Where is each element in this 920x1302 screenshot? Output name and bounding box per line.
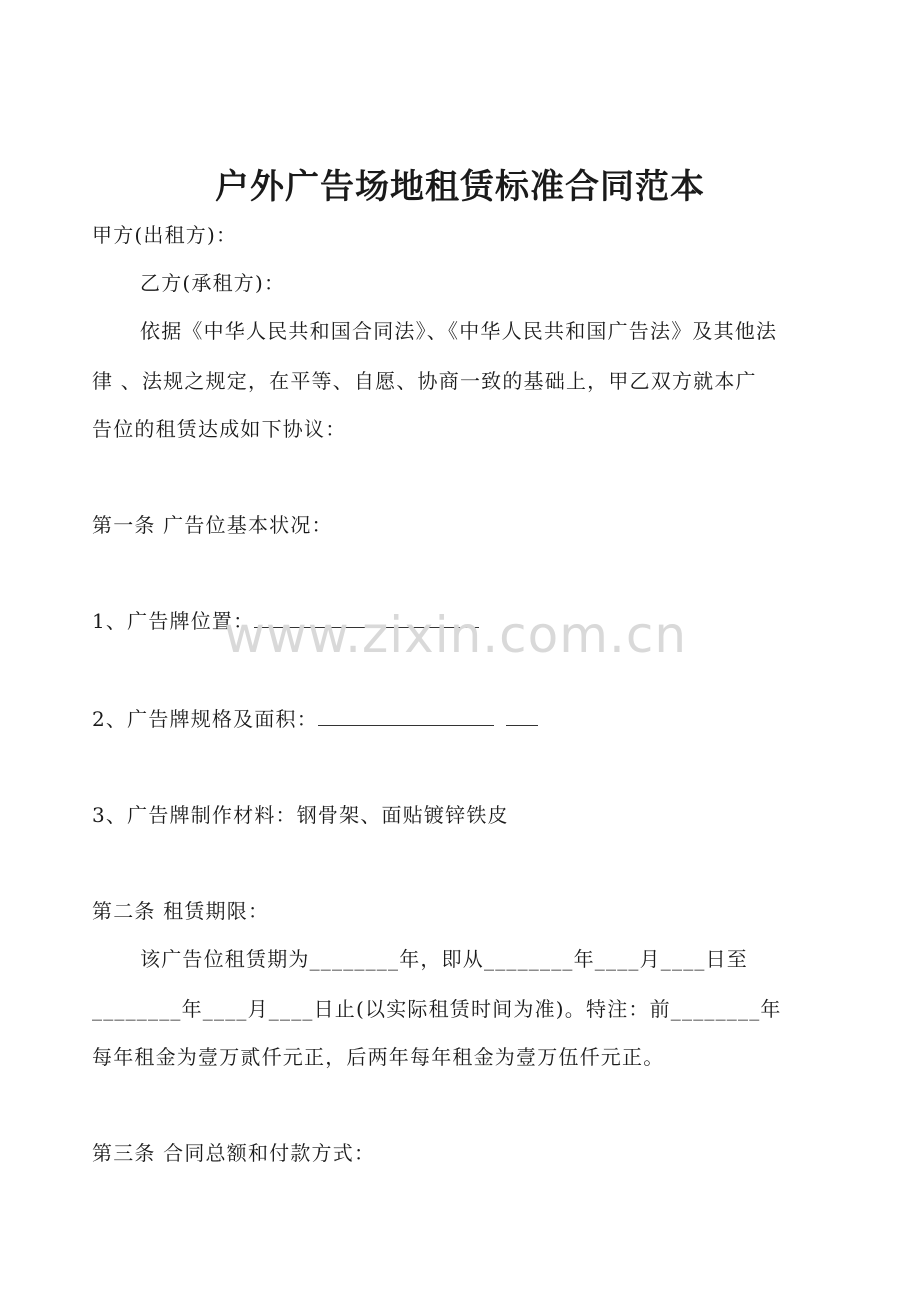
article-3-heading: 第三条 合同总额和付款方式：	[92, 1141, 376, 1165]
party-a-line: 甲方(出租方)：	[92, 223, 238, 247]
article-1-heading: 第一条 广告位基本状况：	[92, 513, 333, 537]
article-2-heading: 第二条 租赁期限：	[92, 899, 270, 923]
watermark: www.zixin.com.cn	[224, 606, 688, 664]
document-title: 户外广告场地租赁标准合同范本	[215, 167, 705, 207]
size-blank-2	[506, 705, 538, 726]
party-b-line: 乙方(承租方)：	[140, 271, 286, 295]
item-1-label: 1、广告牌位置：	[92, 609, 255, 633]
intro-line-1: 依据《中华人民共和国合同法》、《中华人民共和国广告法》及其他法	[140, 319, 778, 343]
term-line-1: 该广告位租赁期为________年，即从________年____月____日至	[140, 947, 748, 971]
size-blank	[318, 705, 494, 726]
intro-line-2: 律 、法规之规定，在平等、自愿、协商一致的基础上，甲乙双方就本广	[92, 369, 757, 393]
term-line-3: 每年租金为壹万贰仟元正，后两年每年租金为壹万伍仟元正。	[92, 1045, 665, 1069]
item-2-label: 2、广告牌规格及面积：	[92, 707, 318, 731]
item-1-line	[92, 606, 832, 636]
intro-line-3: 告位的租赁达成如下协议：	[92, 417, 347, 441]
item-2-line	[92, 704, 832, 734]
term-line-2: ________年____月____日止(以实际租赁时间为准)。特注：前________年	[92, 997, 782, 1021]
location-blank	[254, 607, 479, 628]
item-3-line: 3、广告牌制作材料：钢骨架、面贴镀锌铁皮	[92, 803, 509, 827]
